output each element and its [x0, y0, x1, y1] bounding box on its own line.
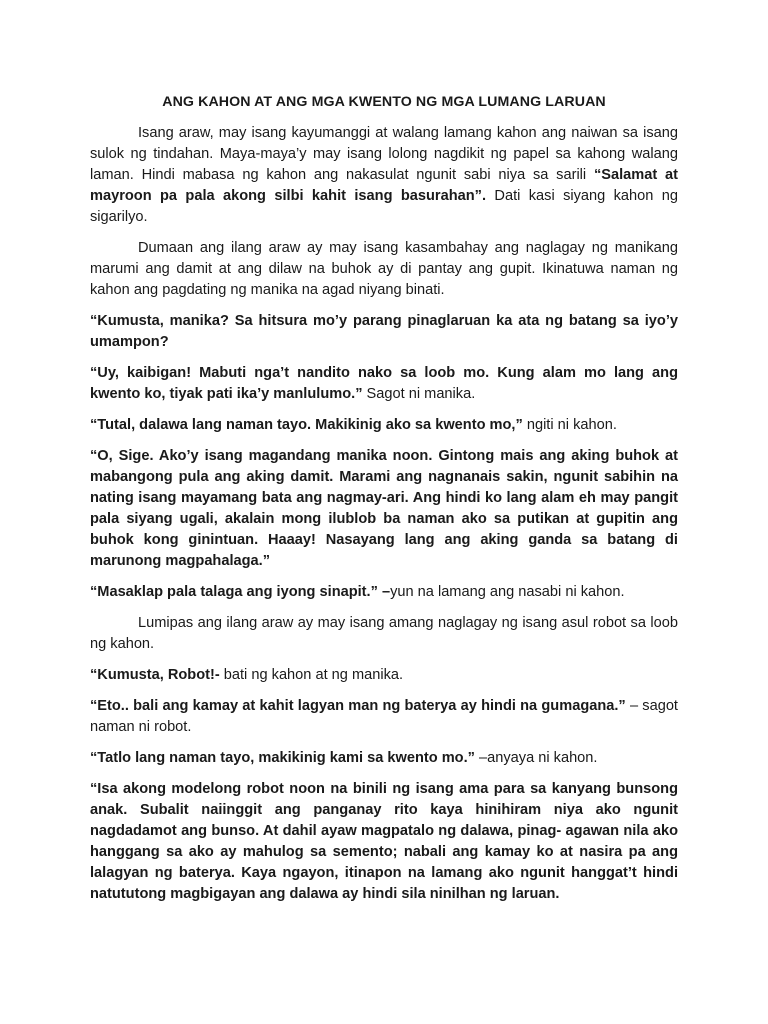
bold-text: “Salamat at mayroon pa pala akong silbi kahit isang basurahan”.	[90, 167, 678, 204]
bold-text: “Isa akong modelong robot noon na binili ng isang ama para sa kanyang bunsong anak. Subalit naiinggit ang panganay rito kaya hinihiram niya ako ngunit nagdadamot ang bunso. At dahil ayaw magpatalo ng dalawa, pinag- agawan nila ako hanggang sa ako ay mahulog sa semento; nabali ang kamay ko at nasira pa ang lalagyan ng baterya. Kaya ngayon, itinapon na lamang ako ngunit hanggat’t hindi natututong magbigayan ang dalawa ay hindi sila ninilhan ng laruan.	[90, 781, 678, 902]
bold-text: “Masaklap pala talaga ang iyong sinapit.” –	[90, 584, 391, 600]
text-run: bati ng kahon at ng manika.	[219, 667, 404, 683]
text-run: –anyaya ni kahon.	[474, 750, 598, 766]
document-title: ANG KAHON AT ANG MGA KWENTO NG MGA LUMANG LARUAN	[162, 94, 606, 110]
text-run: Dati kasi siyang kahon ng sigarilyo.	[90, 188, 679, 225]
text-run: Sagot ni manika.	[362, 386, 476, 402]
text-run: ngiti ni kahon.	[522, 417, 617, 433]
paragraph	[90, 238, 678, 301]
document-body	[90, 123, 678, 905]
text-run: – sagot naman ni robot.	[90, 698, 678, 735]
paragraph	[90, 779, 678, 905]
paragraph	[90, 415, 678, 436]
paragraph	[90, 665, 678, 686]
bold-text: “Tatlo lang naman tayo, makikinig kami sa kwento mo.”	[90, 750, 475, 766]
paragraph	[90, 613, 678, 655]
bold-text: “O, Sige. Ako’y isang magandang manika noon. Gintong mais ang aking buhok at mabangong pula ang aking damit. Marami ang nagnanais sakin, ngunit sabihin na nating isang mayamang bata ang nagmay-ari. Ang hindi ko lang alam eh may pangit pala siyang ugali, akalain mong ilublob ba naman ako sa putikan at gupitin ang buhok kong ginintuan. Haaay! Nasayang lang ang aking ganda sa batang di marunong magpahalaga.”	[90, 448, 678, 569]
bold-text: “Tutal, dalawa lang naman tayo. Makikinig ako sa kwento mo,”	[90, 417, 523, 433]
text-run: yun na lamang ang nasabi ni kahon.	[390, 584, 625, 600]
paragraph	[90, 748, 678, 769]
paragraph	[90, 123, 678, 228]
paragraph	[90, 696, 678, 738]
text-run: Isang araw, may isang kayumanggi at walang lamang kahon ang naiwan sa isang sulok ng tindahan. Maya-maya’y may isang lolong nagdikit ng papel sa kahong walang laman. Hindi mabasa ng kahon ang nakasulat ngunit sabi niya sa sarili	[90, 125, 678, 183]
bold-text: “Kumusta, manika? Sa hitsura mo’y parang pinaglaruan ka ata ng batang sa iyo’y umampon?	[90, 313, 678, 350]
paragraph	[90, 582, 678, 603]
text-run: Lumipas ang ilang araw ay may isang amang naglagay ng isang asul robot sa loob ng kahon.	[90, 615, 678, 652]
paragraph	[90, 446, 678, 572]
bold-text: “Uy, kaibigan! Mabuti nga’t nandito nako sa loob mo. Kung alam mo lang ang kwento ko, tiyak pati ika’y manlulumo.”	[90, 365, 678, 402]
paragraph	[90, 363, 678, 405]
bold-text: “Eto.. bali ang kamay at kahit lagyan man ng baterya ay hindi na gumagana.”	[90, 698, 626, 714]
document-page	[90, 92, 678, 915]
bold-text: “Kumusta, Robot!-	[90, 667, 220, 683]
paragraph	[90, 311, 678, 353]
text-run: Dumaan ang ilang araw ay may isang kasambahay ang naglagay ng manikang marumi ang damit at ang dilaw na buhok ay di pantay ang gupit. Ikinatuwa naman ng kahon ang pagdating ng manika na agad niyang binati.	[90, 240, 678, 298]
